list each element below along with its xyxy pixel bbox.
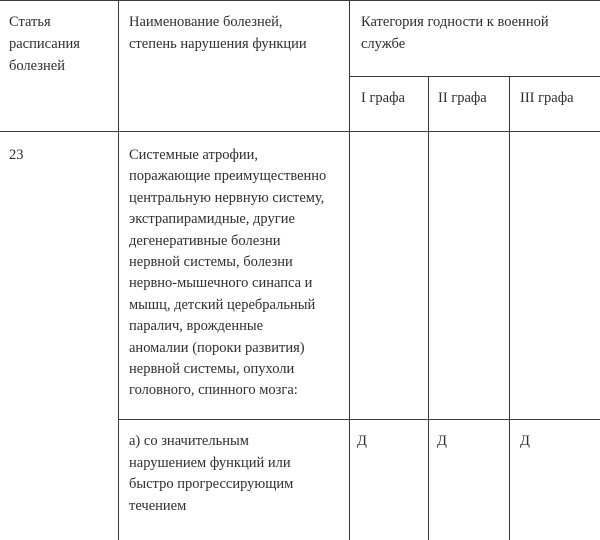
table-top-border: [0, 0, 600, 1]
subitem-line: быстро прогрессирующим: [129, 476, 294, 493]
row-description: [129, 145, 326, 402]
subitem-description: [129, 431, 293, 517]
header-article-line: болезней: [9, 58, 65, 74]
subitem-line: нарушением функций или: [129, 454, 291, 471]
description-line: нервной системы, болезни: [129, 254, 293, 271]
graph-3-value: Д: [520, 433, 530, 449]
col-divider-1: [118, 0, 119, 540]
header-bottom-line: [0, 131, 600, 132]
description-line: экстрапирамидные, другие: [129, 211, 295, 228]
description-line: поражающие преимущественно: [129, 168, 327, 185]
header-article-line: Статья: [9, 14, 51, 30]
col-divider-4: [509, 76, 510, 540]
graph-2-value: Д: [437, 433, 447, 449]
subitem-line: течением: [129, 497, 187, 514]
row-divider-line: [118, 419, 600, 420]
header-category: [361, 11, 549, 55]
graph-1-value: Д: [357, 433, 367, 449]
description-line: паралич, врожденные: [129, 318, 264, 335]
header-article-line: расписания: [9, 36, 80, 52]
header-name-line: степень нарушения функции: [129, 36, 307, 52]
header-name-line: Наименование болезней,: [129, 14, 283, 30]
header-name: [129, 11, 307, 55]
header-graph-2: II графа: [438, 90, 487, 106]
header-category-line: Категория годности к военной: [361, 14, 549, 30]
description-line: аномалии (пороки развития): [129, 339, 305, 356]
description-line: мышц, детский церебральный: [129, 296, 316, 313]
description-line: головного, спинного мозга:: [129, 382, 298, 399]
description-line: нервной системы, опухоли: [129, 361, 295, 378]
col-divider-2: [349, 0, 350, 540]
description-line: нервно-мышечного синапса и: [129, 275, 313, 292]
row-article-number: 23: [9, 147, 24, 163]
description-line: центральную нервную систему,: [129, 189, 325, 206]
header-graph-1: I графа: [361, 90, 405, 106]
description-line: дегенеративные болезни: [129, 232, 281, 249]
header-graph-3: III графа: [520, 90, 574, 106]
category-divider-line: [349, 76, 600, 77]
header-category-line: службе: [361, 36, 406, 52]
subitem-line: а) со значительным: [129, 433, 249, 449]
col-divider-3: [428, 76, 429, 540]
description-line: Системные атрофии,: [129, 147, 258, 163]
header-article: [9, 11, 80, 77]
